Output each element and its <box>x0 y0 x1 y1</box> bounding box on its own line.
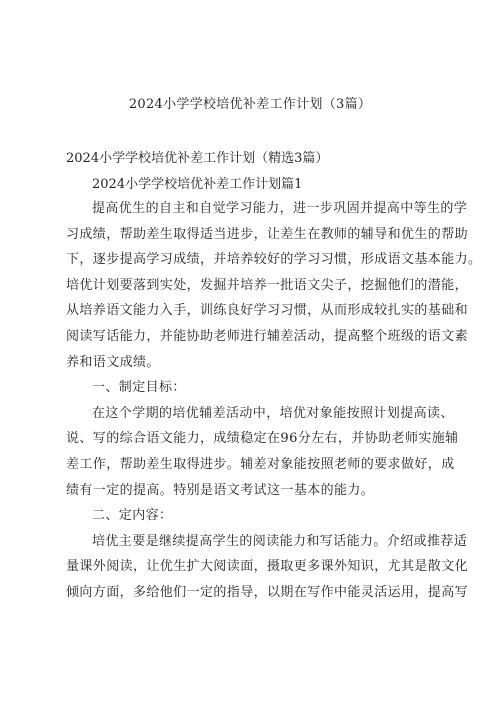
paragraph-3-line: 倾向方面，多给他们一定的指导，以期在写作中能灵活运用，提高写 <box>66 584 469 600</box>
document-title: 2024小学学校培优补差工作计划（3篇） <box>128 97 372 112</box>
section-title: 2024小学学校培优补差工作计划篇1 <box>92 177 303 192</box>
paragraph-2-line: 绩有一定的提高。特别是语文考试这一基本的能力。 <box>66 482 375 498</box>
paragraph-1-line: 培优计划要落到实处，发掘并培养一批语文尖子，挖掘他们的潜能， <box>66 277 469 293</box>
paragraph-3-line: 量课外阅读，让优生扩大阅读面，摄取更多课外知识，尤其是散文化 <box>66 559 469 575</box>
paragraph-3-line: 培优主要是继续提高学生的阅读能力和写话能力。介绍或推荐适 <box>92 533 468 549</box>
heading-targets: 一、制定目标： <box>92 380 186 396</box>
paragraph-1-line: 习成绩，帮助差生取得适当进步，让差生在教师的辅导和优生的帮助 <box>66 226 469 242</box>
heading-content: 二、定内容： <box>92 508 173 524</box>
document-subtitle: 2024小学学校培优补差工作计划（精选3篇） <box>66 151 329 166</box>
paragraph-1-line: 从培养语文能力入手，训练良好学习习惯，从而形成较扎实的基础和 <box>66 303 469 319</box>
paragraph-2-line: 说、写的综合语文能力，成绩稳定在96分左右，并协助老师实施辅 <box>66 431 459 447</box>
paragraph-2-line: 差工作，帮助差生取得进步。辅差对象能按照老师的要求做好，成 <box>66 456 455 472</box>
paragraph-1-line: 养和语文成绩。 <box>66 354 160 370</box>
paragraph-1-line: 下，逐步提高学习成绩，并培养较好的学习习惯，形成语文基本能力。 <box>66 252 482 268</box>
paragraph-1-line: 阅读写话能力，并能协助老师进行辅差活动，提高整个班级的语文素 <box>66 328 469 344</box>
paragraph-1-line: 提高优生的自主和自觉学习能力，进一步巩固并提高中等生的学 <box>92 201 468 216</box>
body-text <box>66 196 482 606</box>
paragraph-2-line: 在这个学期的培优辅差活动中，培优对象能按照计划提高读、 <box>92 405 454 421</box>
